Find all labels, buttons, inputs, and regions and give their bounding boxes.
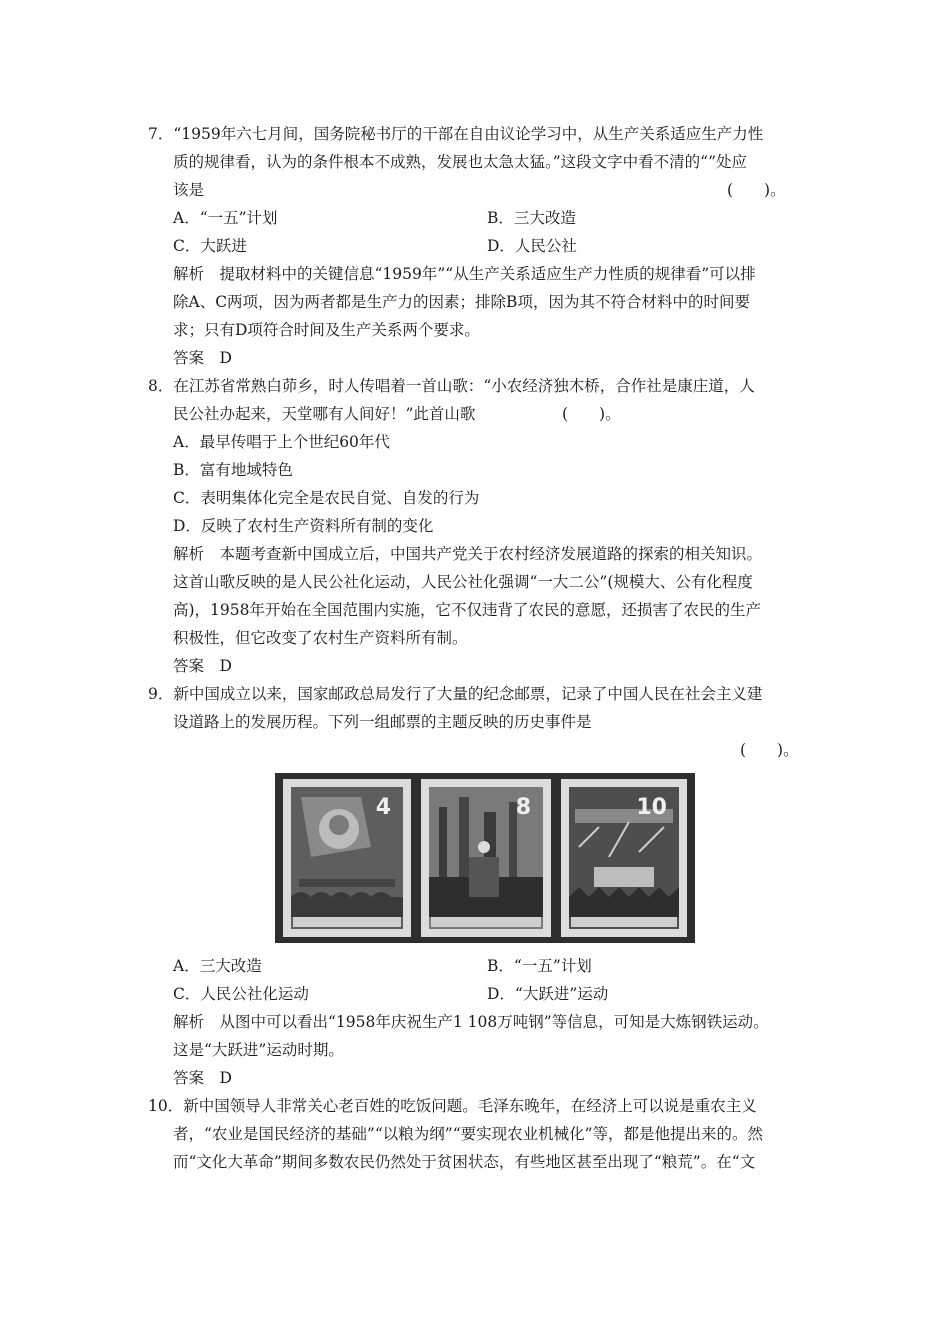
q7-analysis-line: 除A、C两项，因为两者都是生产力的因素；排除B项，因为其不符合材料中的时间要 — [173, 293, 750, 311]
q9-analysis-line: 解析 从图中可以看出“1958年庆祝生产1 108万吨钢”等信息，可知是大炼钢铁运动。 — [173, 1013, 769, 1031]
q8-analysis-line: 积极性，但它改变了农村生产资料所有制。 — [173, 629, 468, 647]
q8-stem-line: 民公社办起来，天堂哪有人间好！”此首山歌 — [173, 405, 476, 423]
q9-analysis-line: 这是“大跃进”运动时期。 — [173, 1041, 344, 1059]
q7-analysis-line: 解析 提取材料中的关键信息“1959年”“从生产关系适应生产力性质的规律看”可以排 — [173, 265, 756, 283]
q9-stem-line: 设道路上的发展历程。下列一组邮票的主题反映的历史事件是 — [173, 713, 592, 731]
q8-stem-line: 8．在江苏省常熟白茆乡，时人传唱着一首山歌：“小农经济独木桥，合作社是康庄道，人 — [148, 377, 755, 395]
steel-factory-stamp-icon — [421, 779, 551, 937]
q7-answer: 答案 D — [173, 349, 232, 367]
q10-stem-line: 者，“农业是国民经济的基础”“以粮为纲”“要实现农业机械化”等，都是他提出来的。然 — [173, 1125, 764, 1143]
q9-option-b: B．“一五”计划 — [487, 957, 592, 975]
q10-stem-line: 而“文化大革命”期间多数农民仍然处于贫困状态，有些地区甚至出现了“粮荒”。在“文 — [173, 1153, 756, 1171]
stamp-value: 4 — [375, 795, 391, 820]
q9-answer-blank: ( )。 — [740, 741, 799, 759]
q8-option-b: B．富有地域特色 — [173, 461, 293, 479]
stamp-value: 8 — [515, 795, 531, 820]
q7-option-a: A．“一五”计划 — [173, 209, 278, 227]
q8-option-d: D．反映了农村生产资料所有制的变化 — [173, 517, 434, 535]
q9-option-a: A．三大改造 — [173, 957, 262, 975]
q8-answer: 答案 D — [173, 657, 232, 675]
q7-option-c: C．大跃进 — [173, 237, 247, 255]
q8-analysis-line: 高)，1958年开始在全国范围内实施，它不仅违背了农民的意愿，还损害了农民的生产 — [173, 601, 761, 619]
stamp-value: 10 — [636, 795, 667, 820]
q7-option-b: B．三大改造 — [487, 209, 576, 227]
q9-answer: 答案 D — [173, 1069, 232, 1087]
q7-answer-blank: ( )。 — [727, 181, 786, 199]
portrait-stamp-icon — [283, 779, 411, 937]
q7-stem-line: 质的规律看，认为的条件根本不成熟，发展也太急太猛。”这段文字中看不清的“”处应 — [173, 153, 748, 171]
q7-analysis-line: 求；只有D项符合时间及生产关系两个要求。 — [173, 321, 480, 339]
q7-option-d: D．人民公社 — [487, 237, 577, 255]
q8-analysis-line: 这首山歌反映的是人民公社化运动，人民公社化强调“一大二公”(规模大、公有化程度 — [173, 573, 753, 591]
q9-option-d: D．“大跃进”运动 — [487, 985, 609, 1003]
q8-option-c: C．表明集体化完全是农民自觉、自发的行为 — [173, 489, 480, 507]
celebration-stamp-icon — [561, 779, 687, 937]
q8-analysis-line: 解析 本题考查新中国成立后，中国共产党关于农村经济发展道路的探索的相关知识。 — [173, 545, 763, 563]
q10-stem-line: 10．新中国领导人非常关心老百姓的吃饭问题。毛泽东晚年，在经济上可以说是重农主义 — [148, 1097, 757, 1115]
q9-stem-line: 9．新中国成立以来，国家邮政总局发行了大量的纪念邮票，记录了中国人民在社会主义建 — [148, 685, 763, 703]
q7-stem-line: 7．“1959年六七月间，国务院秘书厅的干部在自由议论学习中，从生产关系适应生产力性 — [148, 125, 764, 143]
q8-answer-blank: ( )。 — [562, 405, 621, 423]
stamps-image — [275, 773, 695, 943]
q9-option-c: C．人民公社化运动 — [173, 985, 309, 1003]
q8-option-a: A．最早传唱于上个世纪60年代 — [173, 433, 390, 451]
q7-stem-line: 该是 — [173, 181, 205, 199]
